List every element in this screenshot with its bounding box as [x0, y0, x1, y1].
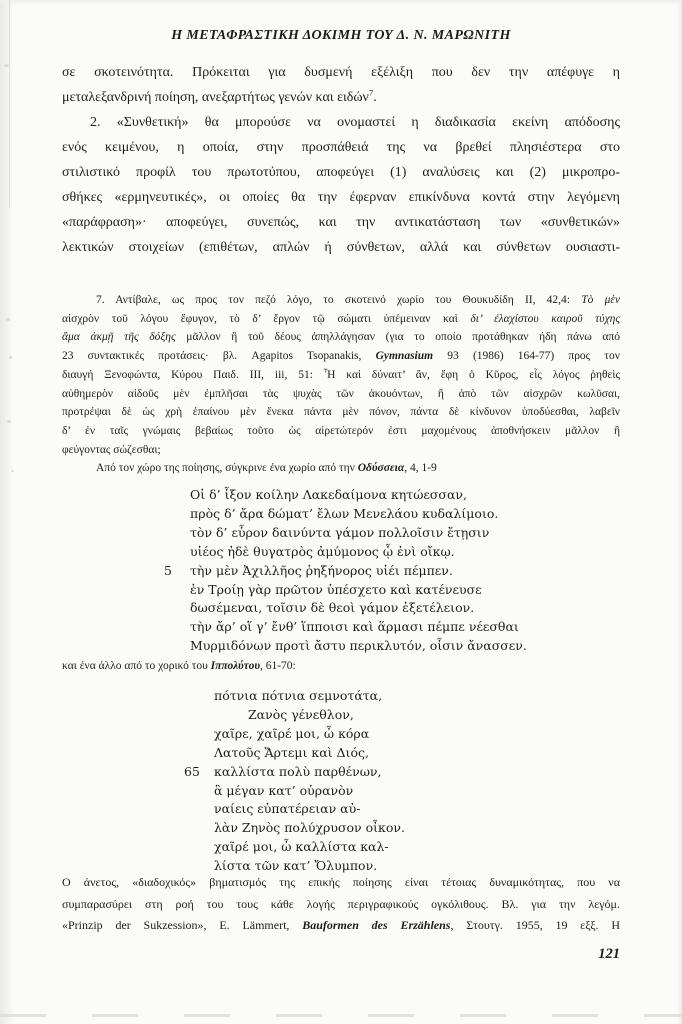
text-line: στιλιστικό προφίλ του πρωτοτύπου, αποφεύγει (1) αναλύσεις και (2) μικροπρο- [62, 165, 620, 180]
scan-speck [9, 356, 12, 359]
closing-paragraph [62, 872, 620, 937]
text-line: ἐν Τροίῃ γὰρ πρῶτον ὑπέσχετο καὶ κατένευσε [190, 581, 482, 597]
text-line: τὴν ἄρ’ οἵ γ’ ἔνθ’ ἵπποισι καὶ ἅρμασι πέμπε νέεσθαι [190, 619, 519, 635]
text-line: Οἱ δ’ ἷξον κοίλην Λακεδαίμονα κητώεσσαν, [190, 487, 467, 502]
text-line: ἅμα ἀκμῇ τῆς δόξης μᾶλλον ἢ τοῦ δέους ἀπηλλάγησαν (για το οποίο προτάθηκαν ήδη πάνω από [62, 331, 620, 344]
text-line: χαῖρε, χαῖρέ μοι, ὦ κόρα [214, 725, 370, 741]
text-line: λεκτικών στοιχείων (επιθέτων, απλών ή σύνθετων, αλλά και σύνθετων ουσιαστι- [62, 240, 620, 255]
text-line: ἃ μέγαν κατ’ οὐρανὸν [214, 782, 354, 798]
text-line: προτρέψαι δὲ ὡς χρὴ ἐπαίνου μὲν ἕνεκα πάντα μὲν πόνον, πάντα δὲ κίνδυνον ὑποδύεσθαι, λαβεῖν [62, 406, 620, 419]
text-line: πρὸς δ’ ἄρα δώματ’ ἔλων Μενελάου κυδαλίμοιο. [190, 505, 499, 521]
verse-line-number: 65 [184, 763, 200, 779]
text-line: 65 καλλίστα πολὺ παρθένων, [214, 763, 405, 782]
scan-artifact-bottom-dashes [0, 1014, 682, 1017]
text-line: χαῖρέ μοι, ὦ καλλίστα καλ- [214, 839, 389, 855]
text-line: συμπαρασύρει στη ροή του τους κάθε λογής περιγραφικούς ογκόλιθους. Βλ. για την λεγόμ. [62, 896, 620, 911]
scan-speck [7, 420, 11, 423]
text-line: πότνια πότνια σεμνοτάτα, [214, 688, 383, 703]
text-line: Ο άνετος, «διαδοχικός» βηματισμός της επικής ποίησης είναι τέτοιας δυναμικότητας, που να [62, 875, 620, 889]
text-line: Λατοῦς Ἄρτεμι καὶ Διός, [214, 744, 369, 760]
scan-artifact-line [9, 0, 10, 208]
text-line: αἰσχρὸν τοῦ λόγου ἔφυγον, τὸ δ’ ἔργον τῷ σώματι ὑπέμειναν καὶ δι’ ἐλαχίστου καιροῦ τύχης [62, 312, 620, 325]
verse-quote-hippolytus [184, 687, 405, 876]
text-line: δωσέμεναι, τοῖσιν δὲ θεοὶ γάμον ἐξετέλειον. [190, 600, 475, 616]
text-line: τὸν δ’ εὗρον δαινύντα γάμον πολλοῖσιν ἔτῃσιν [190, 524, 490, 540]
text-line: δ’ ἐν ταῖς γνώμαις βεβαίως τοῦτο ὡς αἱρετώτερόν ἐστι μαχομένους ἀποθνήσκειν μᾶλλον ἢ [62, 424, 620, 437]
running-head: Η ΜΕΤΑΦΡΑΣΤΙΚΗ ΔΟΚΙΜΗ ΤΟΥ Δ. Ν. ΜΑΡΩΝΙΤΗ [171, 28, 511, 43]
scan-edge-right [677, 0, 682, 1024]
text-line: Μυρμιδόνων προτὶ ἄστυ περικλυτόν, οἷσιν ἄνασσεν. [190, 638, 527, 654]
text-line: διαυγή Ξενοφώντα, Κύρου Παιδ. III, iii, 51: Ἦ καὶ δύναιτ’ ἄν, ἔφη ὁ Κῦρος, εἷς λόγος ῥηθεὶς [62, 368, 620, 381]
text-line: σθήκες «ερμηνευτικές», οι οποίες θα την έφερναν επικίνδυνα κοντά στην λεγόμενη [62, 190, 620, 205]
text-line: και ένα άλλο από το χορικό του Ιππολύτου, 61-70: [62, 660, 296, 672]
text-line: σε σκοτεινότητα. Πρόκειται για δυσμενή εξέλιξη που δεν την απέφυγε η [62, 65, 620, 80]
verse-quote-odyssey [164, 486, 527, 656]
scan-edge-top [0, 0, 682, 6]
text-line: ενός κειμένου, η οποία, στην προσπάθειά της να βρεθεί πλησιέστερα στο [62, 140, 620, 155]
text-line: Ζανὸς γένεθλον, [248, 706, 354, 722]
footnote-7 [62, 291, 620, 478]
text-line: 7. Αντίβαλε, ως προς τον πεζό λόγο, το σκοτεινό χωρίο του Θουκυδίδη ΙΙ, 42,4: Τὸ μὲν [96, 294, 620, 306]
scan-speck [6, 318, 10, 321]
main-text-paragraphs [62, 60, 620, 260]
interlude-sentence [62, 658, 620, 675]
text-line: Από τον χώρο της ποίησης, σύγκρινε ένα χωρίο από την Οδύσσεια, 4, 1-9 [96, 462, 437, 475]
scan-speck [4, 64, 9, 67]
text-line: «Prinzip der Sukzession», E. Lämmert, Bauformen des Erzählens, Στουτγ. 1955, 19 εξξ. Η [62, 918, 620, 932]
text-line: λίστα τῶν κατ’ Ὄλυμπον. [214, 858, 378, 874]
scan-edge-left [0, 0, 14, 1024]
text-line: αὐθημερὸν αἰδοῦς μὲν ἐμπλῆσαι τὰς ψυχὰς τῶν ἀκουόντων, ἢ ἀπὸ τῶν αἰσχρῶν κωλῦσαι, [62, 387, 620, 400]
scan-speck [11, 470, 14, 472]
page-number: 121 [598, 946, 620, 962]
text-line: 23 συντακτικές προτάσεις· βλ. Agapitos Tsopanakis, Gymnasium 93 (1986) 164-77) προς τον [62, 350, 620, 363]
verse-line-number: 5 [164, 562, 172, 578]
text-line: φεύγοντας σώζεσθαι; [62, 443, 161, 456]
text-line: λὰν Ζηνὸς πολύχρυσον οἶκον. [214, 820, 405, 836]
text-line: μεταλεξανδρινή ποίηση, ανεξαρτήτως γενών και ειδών$^7$. [62, 87, 377, 105]
text-line: ναίεις εὐπατέρειαν αὐ- [214, 801, 361, 817]
text-line: «παράφραση»· αποφεύγει, συνεπώς, και την αντικατάσταση των «συνθετικών» [62, 215, 620, 230]
text-line: 5 τὴν μὲν Ἀχιλλῆος ῥηξήνορος υἱέι πέμπεν. [190, 562, 527, 581]
text-line: 2. «Συνθετική» θα μπορούσε να ονομαστεί η διαδικασία εκείνη απόδοσης [90, 115, 620, 130]
text-line: υἱέος ἠδὲ θυγατρὸς ἀμύμονος ᾧ ἐνὶ οἴκῳ. [190, 543, 455, 559]
